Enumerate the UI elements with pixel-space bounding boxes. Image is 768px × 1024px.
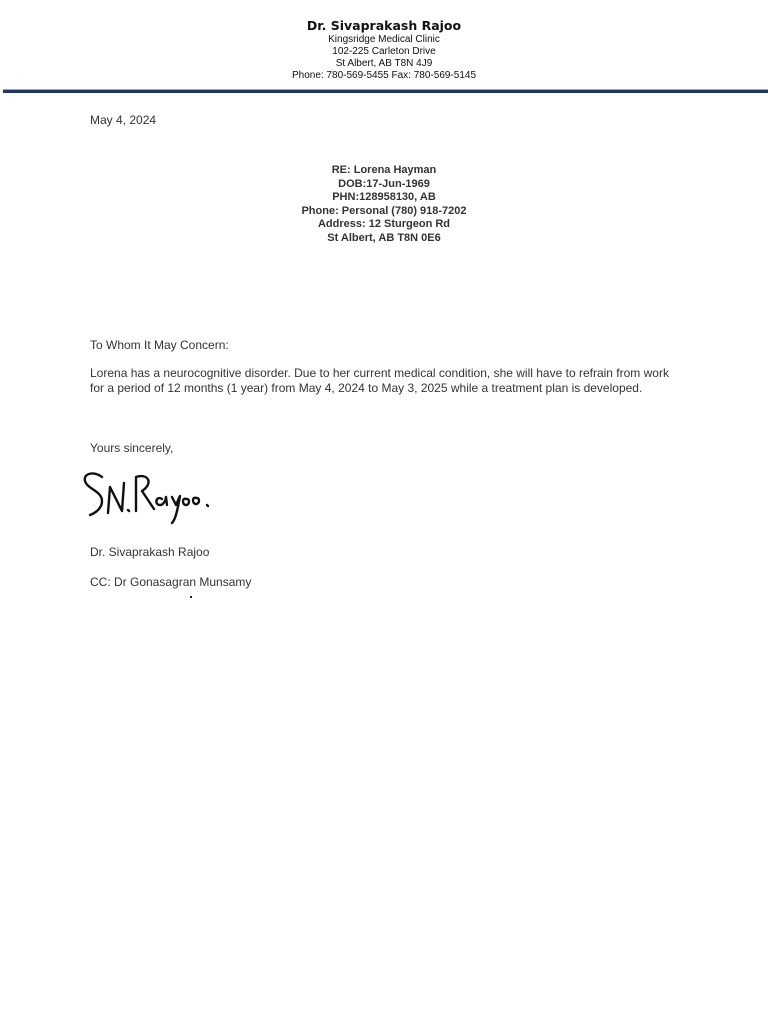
letter-body: Lorena has a neurocognitive disorder. Due to her current medical condition, she will have to refrain from work for a period of 12 months (1 year) from May 4, 2024 to May 3, 2025 while a treatment plan is developed.	[90, 366, 669, 395]
clinic-address-line-1: 102-225 Carleton Drive	[332, 46, 436, 57]
patient-city: St Albert, AB T8N 0E6	[327, 231, 441, 244]
salutation: To Whom It May Concern:	[90, 338, 229, 352]
doctor-name: Dr. Sivaprakash Rajoo	[306, 18, 462, 33]
letterhead	[0, 18, 768, 82]
patient-phone: Phone: Personal (780) 918-7202	[301, 204, 467, 217]
signature-image	[80, 465, 220, 527]
letter-date: May 4, 2024	[90, 113, 157, 127]
clinic-contact: Phone: 780-569-5455 Fax: 780-569-5145	[291, 70, 477, 81]
patient-info-block	[0, 164, 768, 245]
patient-dob: DOB:17-Jun-1969	[338, 177, 430, 190]
patient-phn: PHN:128958130, AB	[332, 191, 436, 203]
clinic-name: Kingsridge Medical Clinic	[328, 34, 440, 45]
closing: Yours sincerely,	[90, 441, 174, 455]
patient-re-line: RE: Lorena Hayman	[331, 164, 437, 176]
cc-line: CC: Dr Gonasagran Munsamy	[90, 575, 252, 589]
signer-name: Dr. Sivaprakash Rajoo	[90, 545, 210, 559]
header-rule	[3, 90, 768, 93]
clinic-address-line-2: St Albert, AB T8N 4J9	[335, 58, 433, 69]
patient-address: Address: 12 Sturgeon Rd	[317, 218, 451, 230]
stray-mark	[190, 596, 192, 598]
